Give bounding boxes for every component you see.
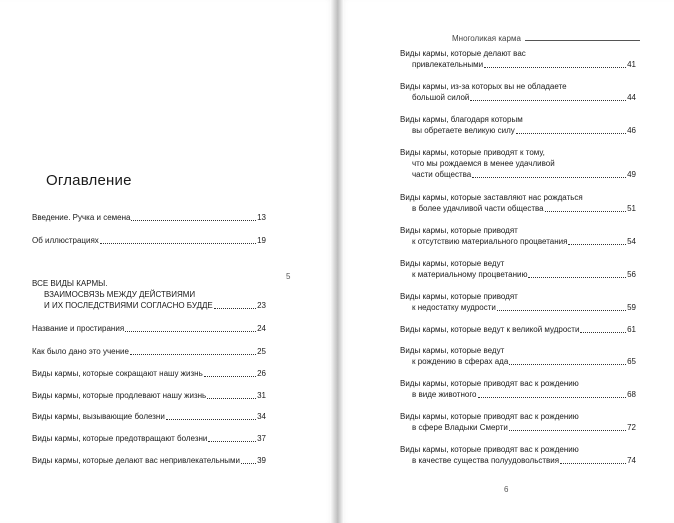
- toc-leader-dots: [484, 66, 626, 68]
- toc-entry-line: [400, 378, 636, 389]
- toc-entry[interactable]: [32, 278, 266, 311]
- toc-entry-line: [400, 444, 636, 455]
- toc-entry[interactable]: [400, 378, 636, 400]
- toc-leader-dots: [568, 243, 626, 245]
- toc-entry-line: [32, 411, 266, 422]
- toc-entry-text: Виды кармы, которые приводят: [400, 226, 518, 235]
- toc-entry-text: Виды кармы, вызывающие болезни: [32, 412, 165, 421]
- toc-entry-line: [400, 48, 636, 59]
- toc-entry-text: Виды кармы, которые приводят вас к рождению: [400, 445, 579, 454]
- toc-entry-text: в сфере Владыки Смерти: [412, 423, 508, 432]
- toc-entry-line: [400, 192, 636, 203]
- toc-entry-text: к материальному процветанию: [412, 270, 528, 279]
- toc-entry-line: [32, 433, 266, 444]
- toc-entry[interactable]: [400, 48, 636, 70]
- toc-entry-text: Виды кармы, которые ведут: [400, 259, 505, 268]
- toc-entry-page: 41: [627, 60, 636, 69]
- toc-entry-text: что мы рождаемся в менее удачливой: [412, 159, 555, 168]
- toc-leader-dots: [207, 397, 256, 399]
- toc-entry-line: [400, 81, 636, 92]
- toc-entry-line: [400, 114, 636, 125]
- toc-entry-text: в качестве существа полуудовольствия: [412, 456, 560, 465]
- toc-entry[interactable]: [400, 345, 636, 367]
- toc-entry-line: [400, 147, 636, 158]
- toc-entry-text: Виды кармы, которые ведут к великой мудрости: [400, 325, 580, 334]
- toc-entry[interactable]: [400, 444, 636, 466]
- toc-leader-dots: [208, 440, 256, 442]
- toc-entry-text: Виды кармы, которые делают вас непривлекательными: [32, 456, 240, 465]
- toc-entry-line: [32, 278, 266, 289]
- left-page-number: 5: [286, 272, 291, 281]
- toc-entry-line: [400, 455, 636, 466]
- toc-leader-dots: [241, 462, 256, 464]
- toc-entry-line: [32, 346, 266, 357]
- toc-entry-page: 34: [257, 412, 266, 421]
- toc-leader-dots: [545, 210, 626, 212]
- running-head: [452, 34, 640, 43]
- toc-entry-text: к рождению в сферах ада: [412, 357, 509, 366]
- toc-entry-page: 13: [257, 213, 266, 222]
- toc-entry[interactable]: [400, 258, 636, 280]
- toc-entry[interactable]: [32, 235, 266, 246]
- toc-title: Оглавление: [46, 172, 132, 189]
- toc-leader-dots: [130, 353, 256, 355]
- toc-entry-line: [400, 291, 636, 302]
- toc-entry-line: [400, 389, 636, 400]
- toc-entry-page: 46: [627, 126, 636, 135]
- toc-entry-page: 24: [257, 324, 266, 333]
- toc-entry[interactable]: [400, 291, 636, 313]
- toc-entry-text: Виды кармы, которые продлевают нашу жизнь: [32, 391, 207, 400]
- toc-entry-text: Виды кармы, которые заставляют нас рождаться: [400, 193, 583, 202]
- toc-entry-page: 19: [257, 236, 266, 245]
- toc-entry-page: 54: [627, 237, 636, 246]
- toc-leader-dots: [478, 396, 627, 398]
- toc-entry-line: [400, 411, 636, 422]
- toc-entry[interactable]: [32, 390, 266, 401]
- toc-entry-page: 51: [627, 204, 636, 213]
- toc-entry-line: [32, 368, 266, 379]
- toc-entry-line: [400, 258, 636, 269]
- toc-leader-dots: [214, 307, 256, 309]
- toc-entry[interactable]: [400, 147, 636, 180]
- toc-entry-line: [400, 324, 636, 335]
- toc-entry-line: [400, 169, 636, 180]
- toc-entry-line: [32, 289, 266, 300]
- toc-entry[interactable]: [400, 225, 636, 247]
- toc-entry-text: Виды кармы, которые делают вас: [400, 49, 526, 58]
- toc-entry-page: 59: [627, 303, 636, 312]
- toc-entry-line: [400, 203, 636, 214]
- toc-entry-page: 56: [627, 270, 636, 279]
- toc-entry-line: [400, 225, 636, 236]
- toc-entry[interactable]: [32, 368, 266, 379]
- toc-entry-line: [32, 390, 266, 401]
- toc-leader-dots: [516, 132, 626, 134]
- toc-leader-dots: [470, 99, 626, 101]
- toc-entry[interactable]: [32, 212, 266, 223]
- toc-entry-page: 37: [257, 434, 266, 443]
- toc-leader-dots: [509, 429, 626, 431]
- left-page: [0, 0, 334, 523]
- right-page-number: 6: [504, 485, 509, 494]
- toc-entry[interactable]: [400, 411, 636, 433]
- toc-entry[interactable]: [32, 346, 266, 357]
- toc-leader-dots: [580, 331, 626, 333]
- toc-entry-text: Виды кармы, которые предотвращают болезни: [32, 434, 208, 443]
- toc-entry-text: Виды кармы, которые сокращают нашу жизнь: [32, 369, 203, 378]
- toc-entry[interactable]: [32, 411, 266, 422]
- toc-entry-line: [32, 300, 266, 311]
- toc-entry-line: [400, 302, 636, 313]
- toc-entry[interactable]: [400, 192, 636, 214]
- toc-entry-text: Виды кармы, которые ведут: [400, 346, 505, 355]
- toc-entry-text: Об иллюстрациях: [32, 236, 99, 245]
- toc-entry-text: Как было дано это учение: [32, 347, 129, 356]
- toc-entry-text: вы обретаете великую силу: [412, 126, 515, 135]
- toc-entry-text: Виды кармы, которые приводят: [400, 292, 518, 301]
- toc-leader-dots: [497, 309, 626, 311]
- running-head-title: Многоликая карма: [452, 34, 521, 43]
- toc-entry-page: 23: [257, 301, 266, 310]
- toc-entry-line: [32, 455, 266, 466]
- toc-leader-dots: [131, 219, 256, 221]
- toc-entry-page: 26: [257, 369, 266, 378]
- toc-entry-page: 61: [627, 325, 636, 334]
- toc-leader-dots: [509, 363, 626, 365]
- toc-entry-text: И ИХ ПОСЛЕДСТВИЯМИ СОГЛАСНО БУДДЕ: [44, 301, 213, 310]
- toc-entry-page: 74: [627, 456, 636, 465]
- toc-entry-text: части общества: [412, 170, 472, 179]
- toc-leader-dots: [125, 330, 256, 332]
- toc-entry-page: 31: [257, 391, 266, 400]
- toc-entry-line: [400, 269, 636, 280]
- toc-entry[interactable]: [32, 455, 266, 466]
- toc-leader-dots: [204, 375, 256, 377]
- toc-entry-text: ВЗАИМОСВЯЗЬ МЕЖДУ ДЕЙСТВИЯМИ: [44, 290, 196, 299]
- toc-entry-text: ВСЕ ВИДЫ КАРМЫ.: [32, 279, 108, 288]
- toc-leader-dots: [472, 176, 626, 178]
- toc-entry-text: к отсутствию материального процветания: [412, 237, 568, 246]
- toc-entry-line: [400, 59, 636, 70]
- toc-entry-text: большой силой: [412, 93, 470, 102]
- book-gutter: [330, 0, 344, 523]
- running-head-rule: [525, 39, 640, 41]
- toc-entry-line: [400, 125, 636, 136]
- toc-entry-line: [400, 236, 636, 247]
- toc-entry-line: [32, 235, 266, 246]
- toc-leader-dots: [560, 462, 626, 464]
- toc-entry-page: 49: [627, 170, 636, 179]
- toc-entry-text: Введение. Ручка и семена: [32, 213, 131, 222]
- toc-leader-dots: [166, 418, 256, 420]
- toc-entry-text: Виды кармы, которые приводят к тому,: [400, 148, 545, 157]
- toc-entry-text: в более удачливой части общества: [412, 204, 544, 213]
- toc-leader-dots: [100, 242, 256, 244]
- toc-entry-text: Виды кармы, из-за которых вы не обладаете: [400, 82, 567, 91]
- toc-entry-text: Виды кармы, которые приводят вас к рождению: [400, 379, 579, 388]
- toc-entry[interactable]: [400, 324, 636, 335]
- toc-entry[interactable]: [400, 114, 636, 136]
- toc-entry-line: [400, 422, 636, 433]
- toc-entry-line: [32, 212, 266, 223]
- toc-entry-line: [400, 356, 636, 367]
- toc-entry-text: Виды кармы, благодаря которым: [400, 115, 523, 124]
- toc-entry-page: 44: [627, 93, 636, 102]
- toc-entry-page: 25: [257, 347, 266, 356]
- toc-entry-line: [400, 158, 636, 169]
- toc-entry-page: 65: [627, 357, 636, 366]
- toc-entry[interactable]: [400, 81, 636, 103]
- toc-entry[interactable]: [32, 323, 266, 334]
- toc-entry-line: [400, 345, 636, 356]
- toc-entry-text: Виды кармы, которые приводят вас к рождению: [400, 412, 579, 421]
- toc-entry-text: Название и простирания: [32, 324, 125, 333]
- toc-entry-page: 68: [627, 390, 636, 399]
- toc-entry-page: 72: [627, 423, 636, 432]
- toc-entry-page: 39: [257, 456, 266, 465]
- toc-entry[interactable]: [32, 433, 266, 444]
- toc-entry-text: к недостатку мудрости: [412, 303, 496, 312]
- toc-entry-line: [400, 92, 636, 103]
- toc-entry-text: привлекательными: [412, 60, 484, 69]
- toc-entry-text: в виде животного: [412, 390, 477, 399]
- toc-entry-line: [32, 323, 266, 334]
- toc-leader-dots: [528, 276, 626, 278]
